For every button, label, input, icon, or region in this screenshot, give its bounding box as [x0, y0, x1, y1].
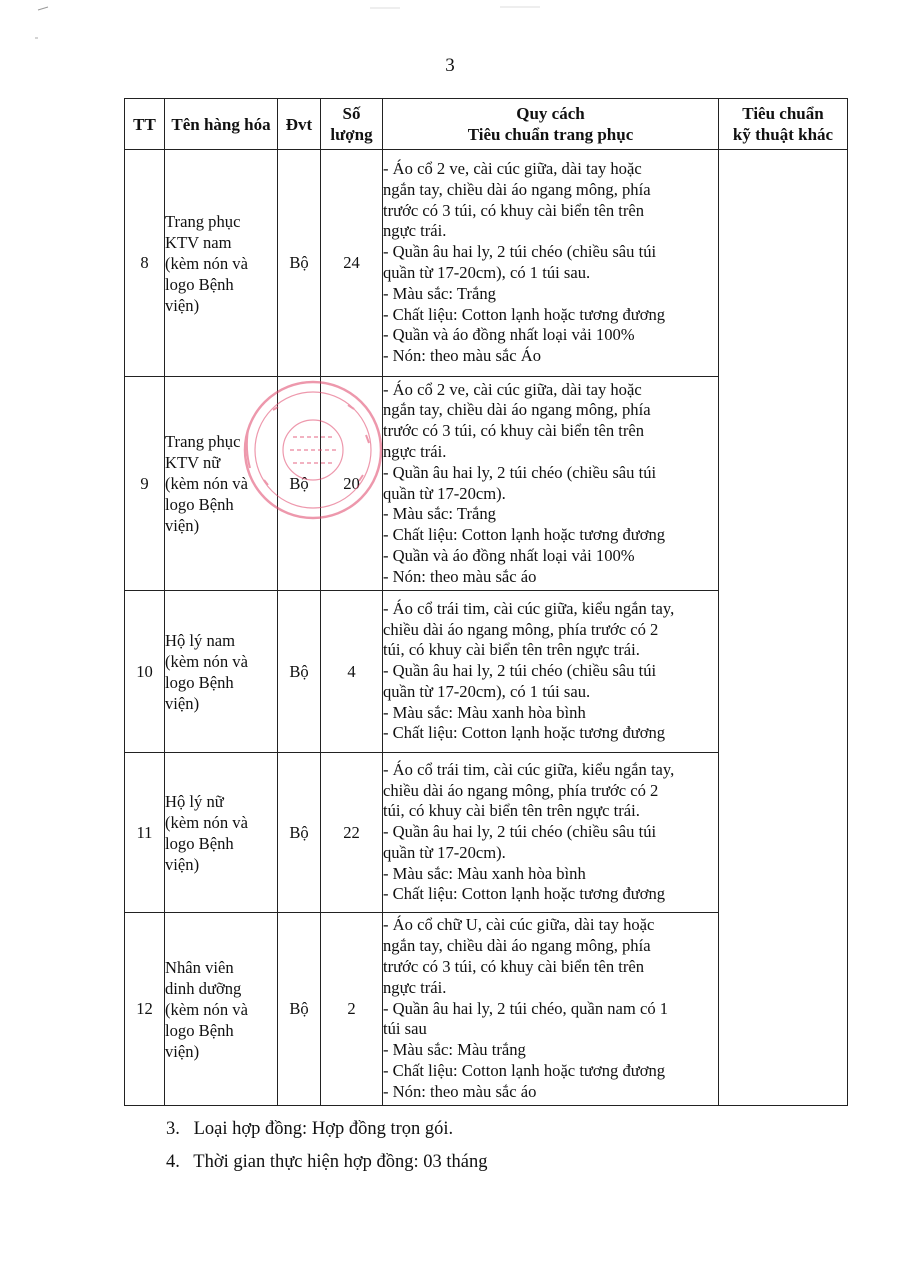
spec-line: - Chất liệu: Cotton lạnh hoặc tương đương	[383, 1060, 666, 1080]
spec-line: - Áo cổ trái tim, cài cúc giữa, kiểu ngắn tay,	[383, 759, 675, 779]
scan-artifacts	[0, 0, 900, 60]
spec-line: - Áo cổ trái tim, cài cúc giữa, kiểu ngắn tay,	[383, 598, 675, 618]
spec-line: ngắn tay, chiều dài áo ngang mông, phía	[383, 179, 651, 199]
header-spec	[383, 99, 719, 150]
cell-unit: Bộ	[278, 913, 321, 1106]
item-name-line: logo Bệnh	[165, 495, 234, 514]
item-name-line: KTV nữ	[165, 453, 221, 472]
spec-line: - Màu sắc: Màu trắng	[383, 1040, 526, 1060]
spec-line: - Quần âu hai ly, 2 túi chéo, quần nam có 1	[383, 998, 669, 1018]
cell-item-name	[165, 377, 278, 591]
spec-line: ngực trái.	[383, 221, 447, 241]
spec-line: ngắn tay, chiều dài áo ngang mông, phía	[383, 936, 651, 956]
header-other-line1: Tiêu chuẩn	[742, 104, 824, 123]
spec-line: ngực trái.	[383, 977, 447, 997]
list-item-number: 3.	[166, 1119, 180, 1139]
header-qty-line2: lượng	[330, 125, 373, 144]
spec-line: trước có 3 túi, có khuy cài biển tên trên	[383, 421, 645, 441]
item-name-line: (kèm nón và	[165, 812, 248, 832]
item-name-line: Trang phục	[165, 432, 241, 451]
cell-unit: Bộ	[278, 591, 321, 753]
spec-line: - Chất liệu: Cotton lạnh hoặc tương đương	[383, 884, 666, 904]
header-other-line2: kỹ thuật khác	[732, 125, 834, 144]
spec-line: - Quần và áo đồng nhất loại vải 100%	[383, 545, 635, 565]
spec-line: túi, có khuy cài biển tên trên ngực trái.	[383, 640, 640, 660]
specification-table	[124, 98, 848, 1106]
table-header-row	[125, 99, 848, 150]
list-item-text: Loại hợp đồng: Hợp đồng trọn gói.	[193, 1119, 454, 1139]
cell-item-name	[165, 591, 278, 753]
spec-line: - Nón: theo màu sắc áo	[383, 566, 537, 586]
cell-tt: 11	[125, 753, 165, 913]
spec-line: - Quần âu hai ly, 2 túi chéo (chiều sâu túi	[383, 462, 657, 482]
item-name-line: KTV nam	[165, 232, 232, 252]
cell-unit: Bộ	[278, 377, 321, 591]
spec-line: chiều dài áo ngang mông, phía trước có 2	[383, 780, 659, 800]
spec-line: - Chất liệu: Cotton lạnh hoặc tương đương	[383, 304, 666, 324]
spec-line: - Áo cổ 2 ve, cài cúc giữa, dài tay hoặc	[383, 159, 642, 179]
item-name-line: Hộ lý nữ	[165, 791, 224, 811]
spec-line: - Màu sắc: Màu xanh hòa bình	[383, 702, 586, 722]
list-item-number: 4.	[166, 1152, 180, 1172]
cell-quantity: 2	[321, 913, 383, 1106]
item-name-line: Nhân viên	[165, 957, 234, 977]
item-name-line: viện)	[165, 1041, 200, 1061]
cell-specification	[383, 753, 719, 913]
cell-specification	[383, 377, 719, 591]
spec-line: túi sau	[383, 1019, 427, 1039]
spec-line: - Màu sắc: Màu xanh hòa bình	[383, 863, 586, 883]
spec-line: - Nón: theo màu sắc Áo	[383, 346, 542, 366]
cell-tt: 10	[125, 591, 165, 753]
item-name-line: logo Bệnh	[165, 833, 234, 853]
item-name-line: Trang phục	[165, 211, 241, 231]
spec-line: - Nón: theo màu sắc áo	[383, 1081, 537, 1101]
item-name-line: viện)	[165, 516, 200, 535]
header-other	[719, 99, 848, 150]
spec-line: - Màu sắc: Trắng	[383, 504, 496, 524]
header-tt: TT	[125, 99, 165, 150]
item-name-line: Hộ lý nam	[165, 630, 236, 650]
spec-line: túi, có khuy cài biển tên trên ngực trái.	[383, 801, 640, 821]
item-name-line: dinh dưỡng	[165, 978, 242, 998]
spec-line: - Màu sắc: Trắng	[383, 283, 496, 303]
cell-specification	[383, 913, 719, 1106]
header-name: Tên hàng hóa	[165, 99, 278, 150]
cell-item-name	[165, 753, 278, 913]
header-unit: Đvt	[278, 99, 321, 150]
spec-line: trước có 3 túi, có khuy cài biển tên trên	[383, 200, 645, 220]
contract-terms-list	[166, 1113, 488, 1179]
cell-tt: 9	[125, 377, 165, 591]
spec-line: quần từ 17-20cm), có 1 túi sau.	[383, 681, 591, 701]
cell-item-name	[165, 913, 278, 1106]
cell-item-name	[165, 150, 278, 377]
cell-quantity: 24	[321, 150, 383, 377]
spec-line: chiều dài áo ngang mông, phía trước có 2	[383, 619, 659, 639]
item-name-line: viện)	[165, 854, 200, 874]
spec-line: quần từ 17-20cm), có 1 túi sau.	[383, 263, 591, 282]
cell-quantity: 22	[321, 753, 383, 913]
spec-line: - Quần âu hai ly, 2 túi chéo (chiều sâu túi	[383, 822, 657, 842]
item-name-line: viện)	[165, 693, 200, 713]
item-name-line: (kèm nón và	[165, 999, 248, 1019]
cell-quantity: 20	[321, 377, 383, 591]
item-name-line: (kèm nón và	[165, 253, 248, 273]
spec-line: ngực trái.	[383, 441, 447, 461]
spec-line: - Quần âu hai ly, 2 túi chéo (chiều sâu túi	[383, 661, 657, 681]
cell-tt: 12	[125, 913, 165, 1106]
table-row	[125, 150, 848, 377]
spec-line: - Áo cổ 2 ve, cài cúc giữa, dài tay hoặc	[383, 379, 642, 399]
item-name-line: logo Bệnh	[165, 274, 234, 294]
cell-unit: Bộ	[278, 753, 321, 913]
cell-specification	[383, 150, 719, 377]
item-name-line: logo Bệnh	[165, 672, 234, 692]
header-qty-line1: Số	[342, 104, 361, 123]
spec-line: - Chất liệu: Cotton lạnh hoặc tương đương	[383, 525, 666, 545]
header-qty	[321, 99, 383, 150]
spec-line: quần từ 17-20cm).	[383, 483, 506, 503]
spec-line: ngắn tay, chiều dài áo ngang mông, phía	[383, 400, 651, 420]
cell-other-standards	[719, 150, 848, 1106]
list-item	[166, 1113, 488, 1146]
spec-line: - Áo cổ chữ U, cài cúc giữa, dài tay hoặc	[383, 915, 655, 935]
list-item	[166, 1146, 488, 1179]
item-name-line: (kèm nón và	[165, 474, 248, 493]
header-spec-line1: Quy cách	[516, 104, 585, 123]
list-item-text: Thời gian thực hiện hợp đồng: 03 tháng	[193, 1152, 488, 1172]
cell-specification	[383, 591, 719, 753]
item-name-line: viện)	[165, 295, 200, 315]
item-name-line: logo Bệnh	[165, 1020, 234, 1040]
spec-line: - Chất liệu: Cotton lạnh hoặc tương đương	[383, 723, 666, 743]
cell-quantity: 4	[321, 591, 383, 753]
spec-line: - Quần âu hai ly, 2 túi chéo (chiều sâu túi	[383, 242, 657, 262]
spec-line: - Quần và áo đồng nhất loại vải 100%	[383, 325, 635, 345]
header-spec-line2: Tiêu chuẩn trang phục	[467, 125, 634, 144]
spec-line: trước có 3 túi, có khuy cài biển tên trên	[383, 957, 645, 976]
spec-line: quần từ 17-20cm).	[383, 842, 506, 862]
page-number: 3	[445, 55, 455, 76]
cell-tt: 8	[125, 150, 165, 377]
cell-unit: Bộ	[278, 150, 321, 377]
item-name-line: (kèm nón và	[165, 651, 248, 671]
